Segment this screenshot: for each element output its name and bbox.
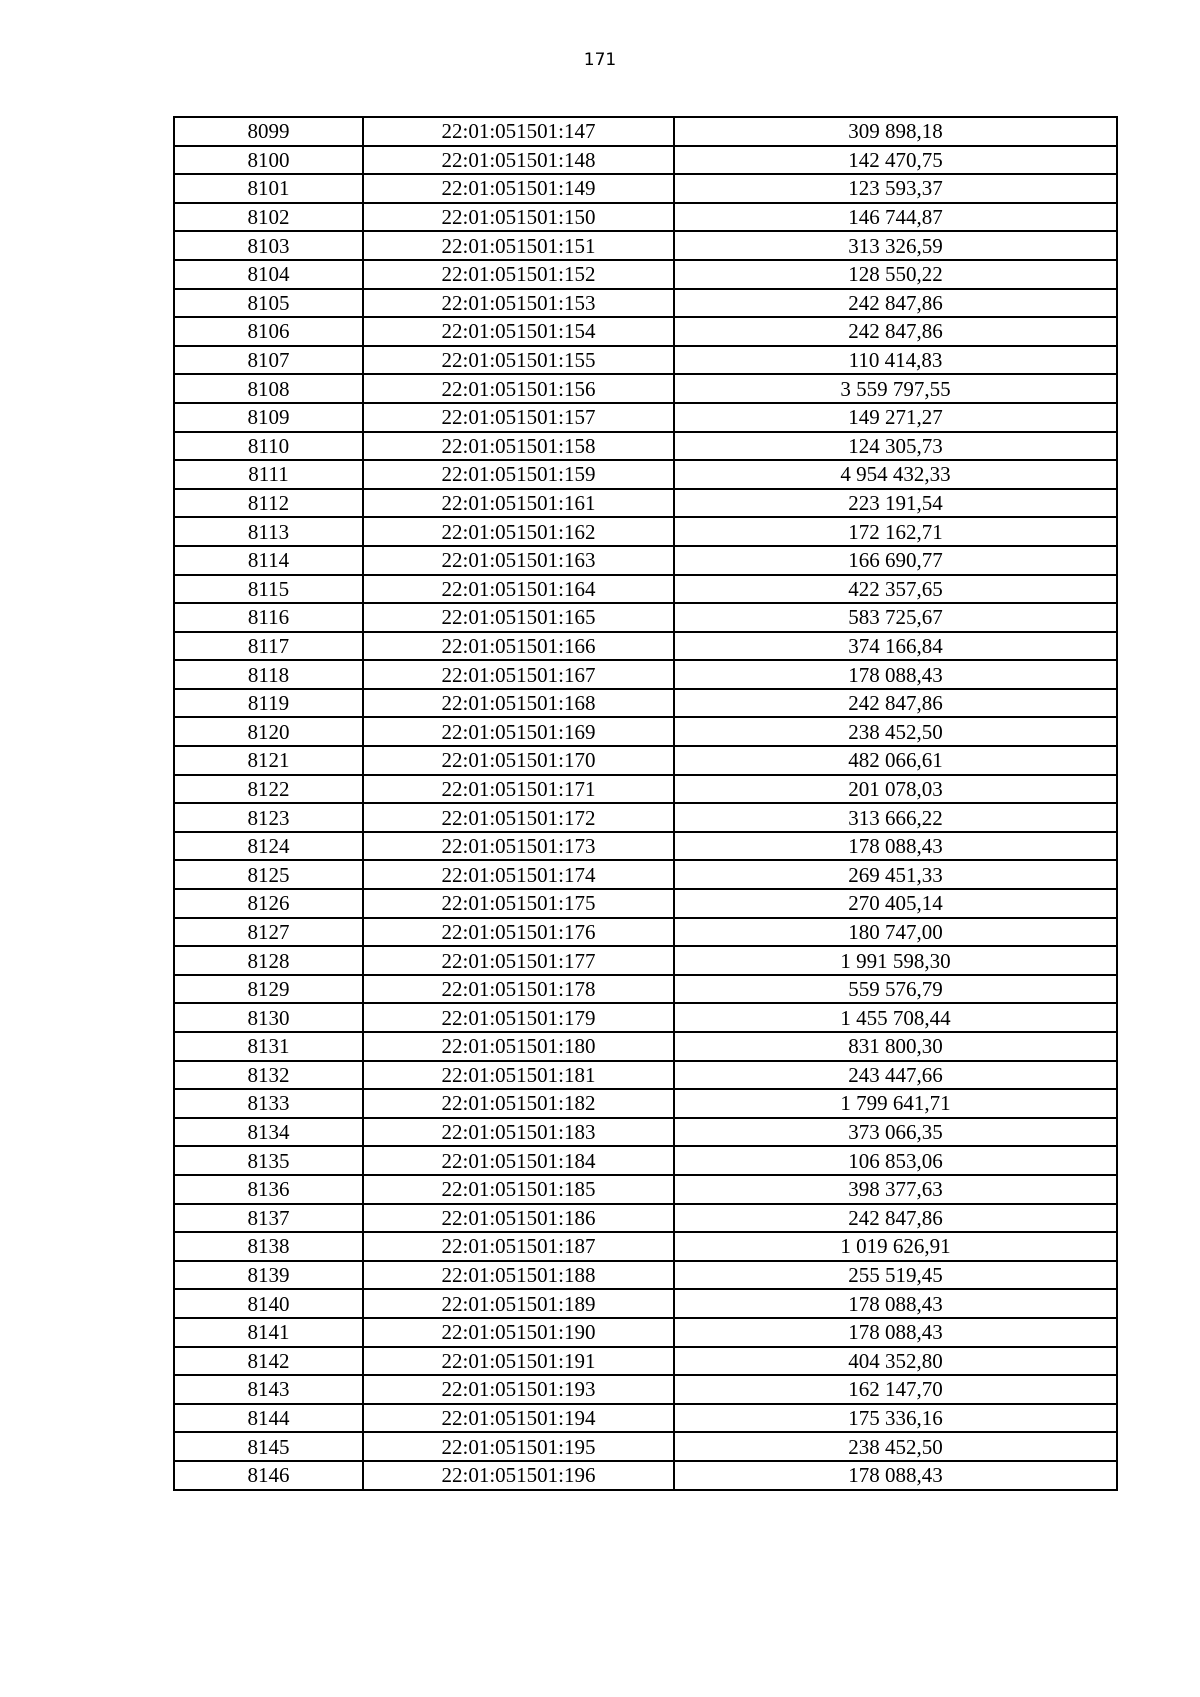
row-number-cell: 8127 <box>174 918 363 947</box>
row-number-cell: 8115 <box>174 575 363 604</box>
cadastral-number-cell: 22:01:051501:174 <box>363 860 674 889</box>
cadastral-number-cell: 22:01:051501:155 <box>363 346 674 375</box>
cadastral-number-cell: 22:01:051501:154 <box>363 317 674 346</box>
cadastral-number-cell: 22:01:051501:151 <box>363 231 674 260</box>
cadastral-value-cell: 162 147,70 <box>674 1375 1117 1404</box>
row-number-cell: 8125 <box>174 860 363 889</box>
row-number-cell: 8110 <box>174 432 363 461</box>
cadastral-number-cell: 22:01:051501:149 <box>363 174 674 203</box>
cadastral-number-cell: 22:01:051501:170 <box>363 746 674 775</box>
table-row <box>174 603 1117 632</box>
cadastral-number-cell: 22:01:051501:173 <box>363 832 674 861</box>
row-number-cell: 8109 <box>174 403 363 432</box>
row-number-cell: 8104 <box>174 260 363 289</box>
row-number-cell: 8122 <box>174 775 363 804</box>
row-number-cell: 8146 <box>174 1461 363 1490</box>
row-number-cell: 8128 <box>174 946 363 975</box>
table-row <box>174 346 1117 375</box>
cadastral-value-cell: 269 451,33 <box>674 860 1117 889</box>
cadastral-value-cell: 123 593,37 <box>674 174 1117 203</box>
table-row <box>174 1204 1117 1233</box>
row-number-cell: 8129 <box>174 975 363 1004</box>
table-row <box>174 918 1117 947</box>
row-number-cell: 8141 <box>174 1318 363 1347</box>
cadastral-number-cell: 22:01:051501:181 <box>363 1061 674 1090</box>
table-row <box>174 517 1117 546</box>
table-row <box>174 546 1117 575</box>
cadastral-value-cell: 110 414,83 <box>674 346 1117 375</box>
table-body <box>174 117 1117 1490</box>
cadastral-number-cell: 22:01:051501:183 <box>363 1118 674 1147</box>
cadastral-value-cell: 404 352,80 <box>674 1347 1117 1376</box>
cadastral-value-cell: 223 191,54 <box>674 489 1117 518</box>
row-number-cell: 8106 <box>174 317 363 346</box>
table-row <box>174 632 1117 661</box>
cadastral-value-cell: 309 898,18 <box>674 117 1117 146</box>
table-row <box>174 1461 1117 1490</box>
page-number: 171 <box>583 50 617 70</box>
table-row <box>174 1061 1117 1090</box>
cadastral-value-cell: 172 162,71 <box>674 517 1117 546</box>
cadastral-value-cell: 178 088,43 <box>674 660 1117 689</box>
cadastral-value-cell: 559 576,79 <box>674 975 1117 1004</box>
cadastral-number-cell: 22:01:051501:189 <box>363 1289 674 1318</box>
cadastral-number-cell: 22:01:051501:172 <box>363 803 674 832</box>
cadastral-value-cell: 1 799 641,71 <box>674 1089 1117 1118</box>
row-number-cell: 8101 <box>174 174 363 203</box>
cadastral-value-cell: 243 447,66 <box>674 1061 1117 1090</box>
row-number-cell: 8138 <box>174 1232 363 1261</box>
table-row <box>174 660 1117 689</box>
row-number-cell: 8123 <box>174 803 363 832</box>
cadastral-number-cell: 22:01:051501:161 <box>363 489 674 518</box>
cadastral-value-cell: 238 452,50 <box>674 1432 1117 1461</box>
table-row <box>174 1261 1117 1290</box>
cadastral-value-cell: 242 847,86 <box>674 689 1117 718</box>
cadastral-number-cell: 22:01:051501:164 <box>363 575 674 604</box>
cadastral-number-cell: 22:01:051501:193 <box>363 1375 674 1404</box>
table-row <box>174 231 1117 260</box>
cadastral-number-cell: 22:01:051501:150 <box>363 203 674 232</box>
cadastral-number-cell: 22:01:051501:177 <box>363 946 674 975</box>
cadastral-value-cell: 398 377,63 <box>674 1175 1117 1204</box>
row-number-cell: 8108 <box>174 374 363 403</box>
row-number-cell: 8111 <box>174 460 363 489</box>
cadastral-value-cell: 146 744,87 <box>674 203 1117 232</box>
cadastral-number-cell: 22:01:051501:157 <box>363 403 674 432</box>
cadastral-number-cell: 22:01:051501:195 <box>363 1432 674 1461</box>
cadastral-number-cell: 22:01:051501:185 <box>363 1175 674 1204</box>
row-number-cell: 8144 <box>174 1404 363 1433</box>
table-row <box>174 374 1117 403</box>
cadastral-value-cell: 313 666,22 <box>674 803 1117 832</box>
row-number-cell: 8126 <box>174 889 363 918</box>
cadastral-number-cell: 22:01:051501:171 <box>363 775 674 804</box>
cadastral-number-cell: 22:01:051501:196 <box>363 1461 674 1490</box>
table-row <box>174 460 1117 489</box>
table-row <box>174 975 1117 1004</box>
row-number-cell: 8100 <box>174 146 363 175</box>
row-number-cell: 8105 <box>174 289 363 318</box>
table-row <box>174 946 1117 975</box>
row-number-cell: 8140 <box>174 1289 363 1318</box>
cadastral-number-cell: 22:01:051501:163 <box>363 546 674 575</box>
table-row <box>174 260 1117 289</box>
row-number-cell: 8120 <box>174 717 363 746</box>
cadastral-number-cell: 22:01:051501:153 <box>363 289 674 318</box>
row-number-cell: 8121 <box>174 746 363 775</box>
cadastral-value-cell: 106 853,06 <box>674 1146 1117 1175</box>
table-row <box>174 1146 1117 1175</box>
table-row <box>174 1375 1117 1404</box>
cadastral-value-cell: 142 470,75 <box>674 146 1117 175</box>
cadastral-value-cell: 3 559 797,55 <box>674 374 1117 403</box>
cadastral-value-cell: 422 357,65 <box>674 575 1117 604</box>
row-number-cell: 8143 <box>174 1375 363 1404</box>
cadastral-value-cell: 1 455 708,44 <box>674 1003 1117 1032</box>
cadastral-number-cell: 22:01:051501:165 <box>363 603 674 632</box>
row-number-cell: 8119 <box>174 689 363 718</box>
table-row <box>174 803 1117 832</box>
table-row <box>174 1289 1117 1318</box>
cadastral-value-cell: 149 271,27 <box>674 403 1117 432</box>
cadastral-number-cell: 22:01:051501:148 <box>363 146 674 175</box>
cadastral-value-cell: 482 066,61 <box>674 746 1117 775</box>
row-number-cell: 8137 <box>174 1204 363 1233</box>
table-row <box>174 1347 1117 1376</box>
cadastral-value-cell: 242 847,86 <box>674 289 1117 318</box>
cadastral-number-cell: 22:01:051501:190 <box>363 1318 674 1347</box>
cadastral-value-cell: 178 088,43 <box>674 1318 1117 1347</box>
cadastral-value-cell: 831 800,30 <box>674 1032 1117 1061</box>
table-row <box>174 889 1117 918</box>
table-row <box>174 203 1117 232</box>
table-row <box>174 717 1117 746</box>
table-row <box>174 689 1117 718</box>
cadastral-value-cell: 1 991 598,30 <box>674 946 1117 975</box>
cadastral-value-cell: 166 690,77 <box>674 546 1117 575</box>
table-row <box>174 174 1117 203</box>
table-row <box>174 403 1117 432</box>
table-row <box>174 775 1117 804</box>
table-row <box>174 1118 1117 1147</box>
table-row <box>174 1003 1117 1032</box>
cadastral-number-cell: 22:01:051501:180 <box>363 1032 674 1061</box>
row-number-cell: 8130 <box>174 1003 363 1032</box>
cadastral-number-cell: 22:01:051501:158 <box>363 432 674 461</box>
row-number-cell: 8135 <box>174 1146 363 1175</box>
cadastral-value-cell: 583 725,67 <box>674 603 1117 632</box>
table-row <box>174 117 1117 146</box>
cadastral-number-cell: 22:01:051501:162 <box>363 517 674 546</box>
cadastral-value-cell: 1 019 626,91 <box>674 1232 1117 1261</box>
table-row <box>174 317 1117 346</box>
table-row <box>174 489 1117 518</box>
table-row <box>174 146 1117 175</box>
cadastral-number-cell: 22:01:051501:194 <box>363 1404 674 1433</box>
row-number-cell: 8099 <box>174 117 363 146</box>
cadastral-number-cell: 22:01:051501:156 <box>363 374 674 403</box>
table-row <box>174 746 1117 775</box>
cadastral-value-cell: 201 078,03 <box>674 775 1117 804</box>
cadastral-value-cell: 178 088,43 <box>674 1461 1117 1490</box>
table-row <box>174 1404 1117 1433</box>
cadastral-number-cell: 22:01:051501:191 <box>363 1347 674 1376</box>
row-number-cell: 8107 <box>174 346 363 375</box>
table-row <box>174 1318 1117 1347</box>
cadastral-number-cell: 22:01:051501:187 <box>363 1232 674 1261</box>
cadastral-number-cell: 22:01:051501:152 <box>363 260 674 289</box>
row-number-cell: 8132 <box>174 1061 363 1090</box>
cadastral-value-cell: 373 066,35 <box>674 1118 1117 1147</box>
cadastral-value-cell: 128 550,22 <box>674 260 1117 289</box>
cadastral-number-cell: 22:01:051501:147 <box>363 117 674 146</box>
cadastral-number-cell: 22:01:051501:188 <box>363 1261 674 1290</box>
cadastral-value-cell: 124 305,73 <box>674 432 1117 461</box>
table-row <box>174 1032 1117 1061</box>
cadastral-value-cell: 178 088,43 <box>674 832 1117 861</box>
cadastral-number-cell: 22:01:051501:184 <box>363 1146 674 1175</box>
row-number-cell: 8134 <box>174 1118 363 1147</box>
table-row <box>174 860 1117 889</box>
cadastral-number-cell: 22:01:051501:178 <box>363 975 674 1004</box>
cadastral-value-cell: 313 326,59 <box>674 231 1117 260</box>
row-number-cell: 8133 <box>174 1089 363 1118</box>
table-row <box>174 1089 1117 1118</box>
cadastral-value-cell: 4 954 432,33 <box>674 460 1117 489</box>
cadastral-value-cell: 242 847,86 <box>674 1204 1117 1233</box>
row-number-cell: 8103 <box>174 231 363 260</box>
table-row <box>174 1232 1117 1261</box>
cadastral-value-cell: 374 166,84 <box>674 632 1117 661</box>
cadastral-number-cell: 22:01:051501:186 <box>363 1204 674 1233</box>
cadastral-value-cell: 255 519,45 <box>674 1261 1117 1290</box>
table-row <box>174 575 1117 604</box>
table-row <box>174 289 1117 318</box>
row-number-cell: 8139 <box>174 1261 363 1290</box>
cadastral-value-cell: 270 405,14 <box>674 889 1117 918</box>
cadastral-value-cell: 238 452,50 <box>674 717 1117 746</box>
row-number-cell: 8124 <box>174 832 363 861</box>
table-row <box>174 832 1117 861</box>
row-number-cell: 8118 <box>174 660 363 689</box>
cadastral-value-cell: 180 747,00 <box>674 918 1117 947</box>
cadastral-value-table <box>173 116 1118 1491</box>
cadastral-value-cell: 175 336,16 <box>674 1404 1117 1433</box>
row-number-cell: 8114 <box>174 546 363 575</box>
row-number-cell: 8116 <box>174 603 363 632</box>
cadastral-number-cell: 22:01:051501:167 <box>363 660 674 689</box>
cadastral-number-cell: 22:01:051501:182 <box>363 1089 674 1118</box>
cadastral-number-cell: 22:01:051501:175 <box>363 889 674 918</box>
row-number-cell: 8136 <box>174 1175 363 1204</box>
row-number-cell: 8117 <box>174 632 363 661</box>
table-row <box>174 1175 1117 1204</box>
row-number-cell: 8145 <box>174 1432 363 1461</box>
cadastral-number-cell: 22:01:051501:168 <box>363 689 674 718</box>
row-number-cell: 8142 <box>174 1347 363 1376</box>
cadastral-value-cell: 242 847,86 <box>674 317 1117 346</box>
row-number-cell: 8112 <box>174 489 363 518</box>
cadastral-value-cell: 178 088,43 <box>674 1289 1117 1318</box>
cadastral-number-cell: 22:01:051501:169 <box>363 717 674 746</box>
cadastral-number-cell: 22:01:051501:176 <box>363 918 674 947</box>
row-number-cell: 8131 <box>174 1032 363 1061</box>
cadastral-number-cell: 22:01:051501:179 <box>363 1003 674 1032</box>
table-row <box>174 1432 1117 1461</box>
cadastral-number-cell: 22:01:051501:166 <box>363 632 674 661</box>
table-row <box>174 432 1117 461</box>
row-number-cell: 8113 <box>174 517 363 546</box>
cadastral-number-cell: 22:01:051501:159 <box>363 460 674 489</box>
row-number-cell: 8102 <box>174 203 363 232</box>
